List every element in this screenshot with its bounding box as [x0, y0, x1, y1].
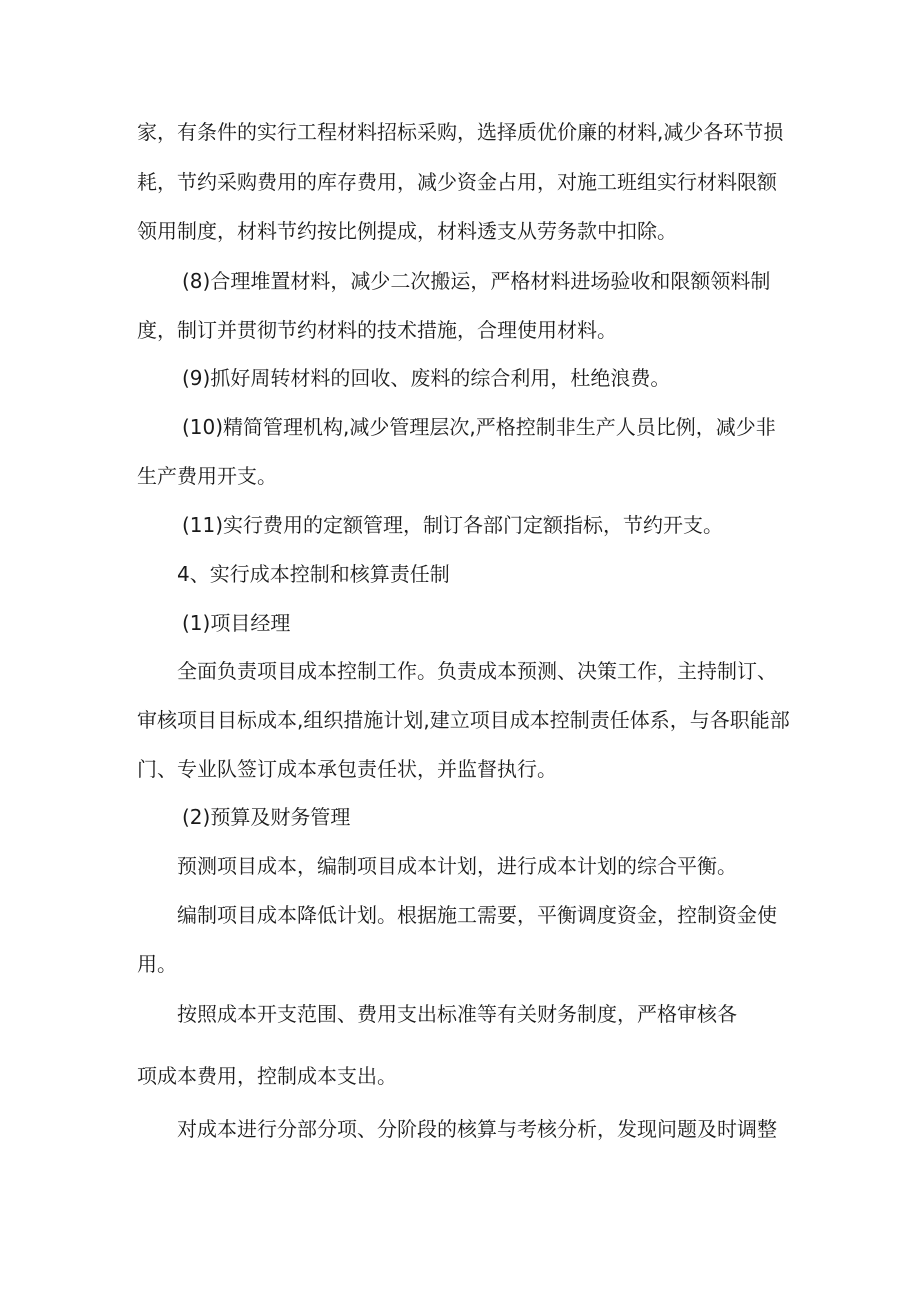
text-line: 度，制订并贯彻节约材料的技术措施，合理使用材料。 — [137, 318, 617, 342]
text-line: 耗，节约采购费用的库存费用，减少资金占用，对施工班组实行材料限额 — [137, 170, 777, 194]
text-line: 预测项目成本，编制项目成本计划，进行成本计划的综合平衡。 — [177, 854, 737, 878]
subsection-heading-budget-finance: (2)预算及财务管理 — [182, 805, 351, 829]
text-line: 编制项目成本降低计划。根据施工需要，平衡调度资金，控制资金使 — [177, 903, 777, 927]
text-line: 对成本进行分部分项、分阶段的核算与考核分析，发现问题及时调整 — [177, 1117, 777, 1141]
text-line: 家，有条件的实行工程材料招标采购，选择质优价廉的材料,减少各环节损 — [137, 120, 784, 144]
text-line: 用。 — [137, 952, 177, 976]
list-item-10: (10)精简管理机构,减少管理层次,严格控制非生产人员比例，减少非 — [182, 415, 776, 439]
subsection-heading-project-manager: (1)项目经理 — [182, 611, 291, 635]
text-line: 领用制度，材料节约按比例提成，材料透支从劳务款中扣除。 — [137, 219, 677, 243]
list-item-11: (11)实行费用的定额管理，制订各部门定额指标，节约开支。 — [182, 513, 724, 537]
section-heading: 4、实行成本控制和核算责任制 — [177, 562, 450, 586]
text-line: 项成本费用，控制成本支出。 — [137, 1064, 397, 1088]
text-line: 全面负责项目成本控制工作。负责成本预测、决策工作，主持制订、 — [177, 659, 777, 683]
text-line: 生产费用开支。 — [137, 464, 277, 488]
text-line: 按照成本开支范围、费用支出标准等有关财务制度，严格审核各 — [177, 1002, 737, 1026]
text-line: 门、专业队签订成本承包责任状，并监督执行。 — [137, 757, 557, 781]
text-line: 审核项目目标成本,组织措施计划,建立项目成本控制责任体系，与各职能部 — [137, 708, 790, 732]
list-item-9: (9)抓好周转材料的回收、废料的综合利用，杜绝浪费。 — [182, 366, 671, 390]
list-item-8: (8)合理堆置材料，减少二次搬运，严格材料进场验收和限额领料制 — [182, 269, 771, 293]
